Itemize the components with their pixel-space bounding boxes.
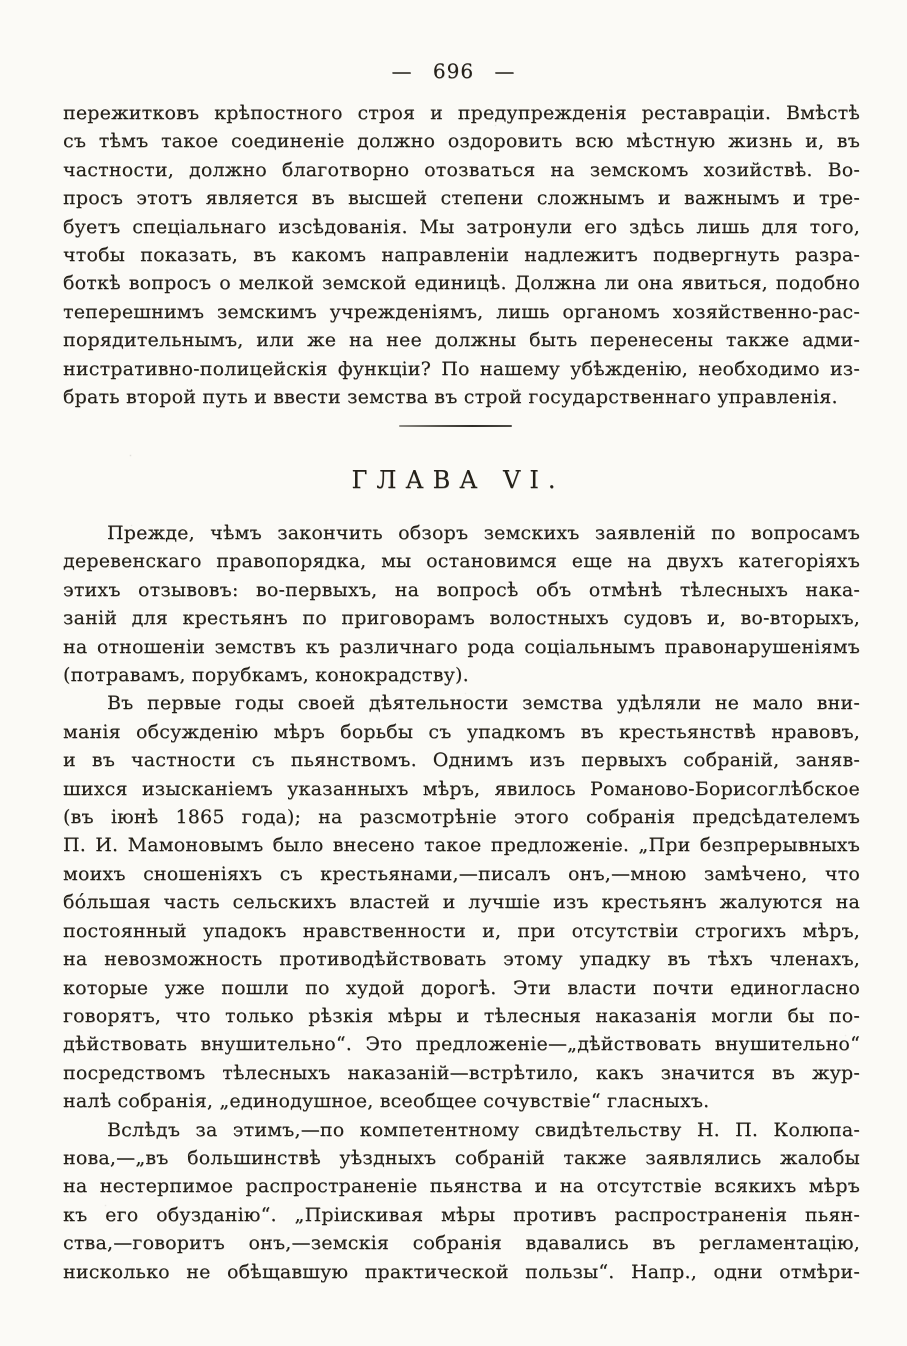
text-line: манія обсужденію мѣръ борьбы съ упадкомъ въ крестьянствѣ нравовъ, [63, 720, 860, 743]
paragraph [63, 689, 860, 1115]
text-line: теперешнимъ земскимъ учрежденіямъ, лишь органомъ хозяйственно-рас- [63, 300, 860, 323]
text-line: и въ частности съ пьянствомъ. Однимъ изъ первыхъ собраній, заняв- [63, 749, 860, 772]
text-line: постоянный упадокъ нравственности и, при отсутствіи строгихъ мѣръ, [63, 919, 860, 942]
text-line: этихъ отзывовъ: во-первыхъ, на вопросѣ объ отмѣнѣ тѣлесныхъ нака- [63, 578, 860, 601]
text-line: съ тѣмъ такое соединеніе должно оздоровить всю мѣстную жизнь и, въ [63, 130, 860, 153]
page-number: — 696 — [391, 59, 516, 83]
text-line: ства,—говоритъ онъ,—земскія собранія вдавались въ регламентацію, [63, 1232, 860, 1255]
text-line: на отношеніи земствъ къ различнаго рода соціальнымъ правонарушеніямъ [63, 635, 860, 658]
text-line: на невозможность противодѣйствовать этому упадку въ тѣхъ членахъ, [63, 948, 860, 971]
text-line: на нестерпимое распространеніе пьянства и на отсутствіе всякихъ мѣръ [63, 1175, 860, 1198]
text-line: нисколько не обѣщавшую практической пользы“. Напр., одни отмѣри- [63, 1260, 860, 1283]
text-line: брать второй путь и ввести земства въ строй государственнаго управленія. [63, 386, 838, 409]
text-line: нистративно-полицейскія функціи? По нашему убѣжденію, необходимо из- [63, 357, 860, 380]
text-line: посредствомъ тѣлесныхъ наказаній—встрѣтило, какъ значится въ жур- [63, 1061, 860, 1084]
chapter-body [63, 519, 860, 1286]
paragraph-continuation [63, 99, 860, 411]
text-line: (въ іюнѣ 1865 года); на разсмотрѣніе этого собранія предсѣдателемъ [63, 806, 860, 829]
text-line: нова,—„въ большинствѣ уѣздныхъ собраній также заявлялись жалобы [63, 1146, 860, 1169]
text-line: боткѣ вопросъ о мелкой земской единицѣ. Должна ли она явиться, подобно [63, 272, 860, 295]
text-line: къ его обузданію“. „Пріискивая мѣры противъ распространенія пьян- [63, 1203, 860, 1226]
text-line: П. И. Мамоновымъ было внесено такое предложеніе. „При безпрерывныхъ [63, 834, 860, 857]
text-line: заній для крестьянъ по приговорамъ волостныхъ судовъ и, во-вторыхъ, [63, 607, 860, 630]
text-line: (потравамъ, порубкамъ, конокрадству). [63, 664, 469, 687]
paragraph [63, 519, 860, 689]
section-divider [399, 425, 512, 427]
text-line: пережитковъ крѣпостного строя и предупрежденія реставраціи. Вмѣстѣ [63, 102, 860, 124]
text-line: Въ первые годы своей дѣятельности земства удѣляли не мало вни- [107, 692, 860, 715]
text-line: частности, должно благотворно отозваться на земскомъ хозийствѣ. Во- [63, 158, 860, 181]
paragraph [63, 1116, 860, 1286]
text-line: просъ этотъ является въ высшей степени сложнымъ и важнымъ и тре- [63, 187, 860, 210]
text-line: которые уже пошли по худой дорогѣ. Эти власти почти единогласно [63, 976, 860, 999]
text-line: говорятъ, что только рѣзкія мѣры и тѣлесныя наказанія могли бы по- [63, 1004, 860, 1027]
text-line: деревенскаго правопорядка, мы остановимся еще на двухъ категоріяхъ [63, 550, 860, 573]
text-line: дѣйствовать внушительно“. Это предложеніе—„дѣйствовать внушительно“ [63, 1033, 860, 1056]
scan-speckles [0, 0, 1, 1]
text-line: Вслѣдъ за этимъ,—по компетентному свидѣтельству Н. П. Колюпа- [107, 1118, 860, 1141]
text-line: шихся изысканіемъ указанныхъ мѣръ, явилось Романово-Борисоглѣбское [63, 777, 860, 800]
text-line: порядительнымъ, или же на нее должны быть перенесены также адми- [63, 329, 860, 352]
text-line: чтобы показать, въ какомъ направленіи надлежитъ подвергнуть разра- [63, 244, 860, 267]
text-line: буетъ спеціальнаго изсѣдованія. Мы затронули его здѣсь лишь для того, [63, 215, 860, 238]
text-line: налѣ собранія, „единодушное, всеобщее сочувствіе“ гласныхъ. [63, 1090, 710, 1113]
text-line: Прежде, чѣмъ закончить обзоръ земскихъ заявленій по вопросамъ [107, 522, 860, 544]
chapter-heading: ГЛАВА VI. [351, 466, 565, 494]
text-line: моихъ сношеніяхъ съ крестьянами,—писалъ онъ,—мною замѣчено, что [63, 862, 860, 885]
text-line: бо́льшая часть сельскихъ властей и лучшіе изъ крестьянъ жалуются на [63, 891, 860, 914]
